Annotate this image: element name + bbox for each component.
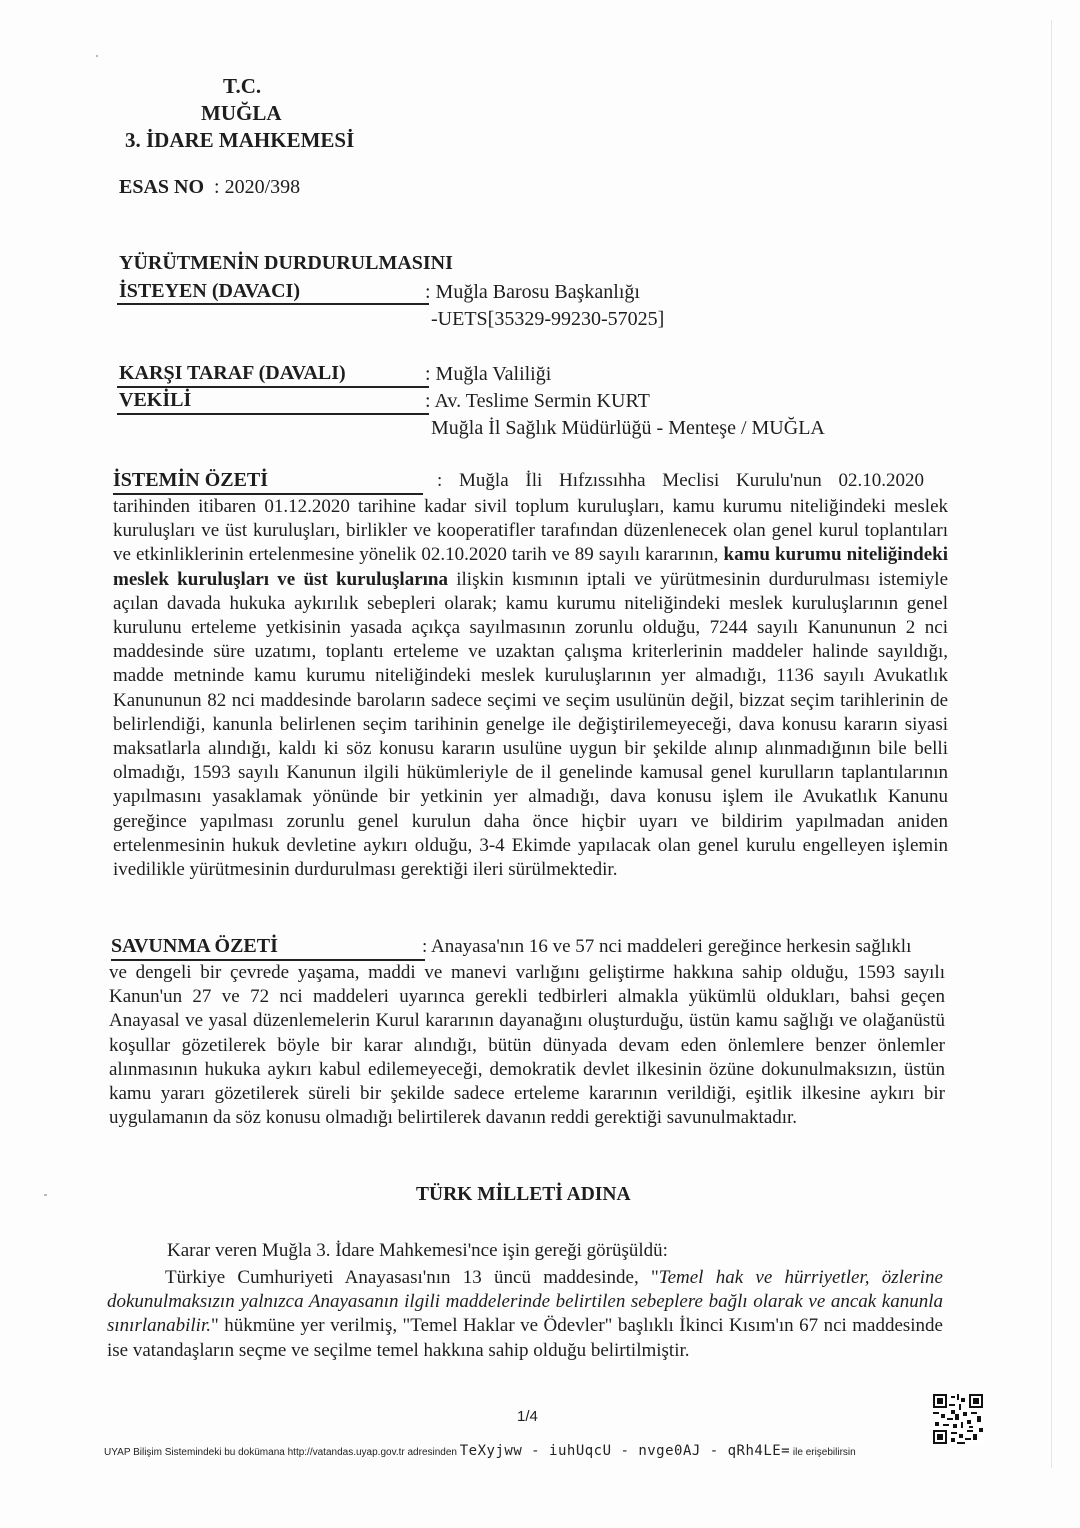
plaintiff-title-line2: İSTEYEN (DAVACI) [119, 280, 300, 302]
defense-summary-label: SAVUNMA ÖZETİ [111, 935, 278, 957]
plaintiff-underline [117, 303, 429, 305]
plaintiff-value: : Muğla Barosu Başkanlığı [425, 281, 640, 303]
agent-value: : Av. Teslime Sermin KURT [425, 390, 650, 412]
defense-summary-text [109, 961, 945, 1130]
scan-speck [44, 1194, 47, 1196]
defense-summary-body: ve dengeli bir çevrede yaşama, maddi ve manevi varlığını geliştirme hakkına sahip olduğu, 1593 sayılı Kanun'un 27 ve 72 nci maddeleri uyarınca gerekli tedbirleri almakla yükümlü oldukları, bahsi geçen Anayasal ve yasal düzenlemelerin Kurul kararının dayanağını oluşturduğu, üstün kamu sağlığı ve olağanüstü koşullar gözetilerek böyle bir karar alındığı, bütün dünyada devam eden önlemlere benzer önlemler alınmasının hukuka aykırı kabul edilemeyeceği, demokratik devlet ilkesinin özüne dokunulmaksızın, üstün kamu yararı gözetilerek süreli bir şekilde sadece erteleme kararının verildiği, eşitlik ilkesine aykırı bir uygulamanın da söz konusu olmadığı belirtilerek davanın reddi gerektiği savunulmaktadır. [109, 962, 945, 1129]
qr-code-icon [933, 1394, 983, 1444]
plaintiff-title-line1: YÜRÜTMENİN DURDURULMASINI [119, 252, 453, 274]
page-edge-line [1051, 20, 1052, 1468]
esas-value: : 2020/398 [214, 176, 301, 198]
decision-heading: TÜRK MİLLETİ ADINA [416, 1184, 631, 1205]
esas-row [119, 176, 300, 199]
plaintiff-uets: -UETS[35329-99230-57025] [431, 308, 665, 330]
defense-summary-first-line: : Anayasa'nın 16 ve 57 nci maddeleri gereğince herkesin sağlıklı [422, 936, 912, 957]
scan-speck [96, 55, 98, 57]
request-summary-text [113, 495, 948, 882]
decision-text-italic: Temel hak ve hürriyetler, özlerine dokunulmaksızın yalnızca Anayasanın ilgili maddelerinde belirtilen sebeplere bağlı olarak ve ancak kanunla sınırlanabilir. [107, 1267, 943, 1337]
header-city: MUĞLA [201, 101, 282, 125]
footer-access-code: TeXyjww - iuhUqcU - nvge0AJ - qRh4LE= [459, 1443, 791, 1459]
page-number: 1/4 [517, 1408, 538, 1425]
agent-label: VEKİLİ [119, 389, 192, 411]
decision-text-b: " hükmüne yer verilmiş, "Temel Haklar ve Ödevler" başlıklı İkinci Kısım'ın 67 nci maddesinde ise vatandaşların seçme ve seçilme temel hakkına sahip olduğu belirtilmiştir. [107, 1315, 943, 1361]
request-summary-first-line: : Muğla İli Hıfzıssıhha Meclisi Kurulu'nun 02.10.2020 [437, 470, 925, 491]
defendant-underline [117, 386, 429, 388]
request-summary-label: İSTEMİN ÖZETİ [113, 469, 269, 491]
defendant-value: : Muğla Valiliği [425, 363, 552, 385]
request-summary-text-bold: kamu kurumu niteliğindeki meslek kuruluşları ve üst kuruluşlarına [113, 544, 948, 590]
header-court: 3. İDARE MAHKEMESİ [125, 128, 355, 152]
agent-underline [117, 413, 429, 415]
footer-suffix: ile erişebilirsin [792, 1447, 856, 1458]
request-summary-text-a: tarihinden itibaren 01.12.2020 tarihine kadar sivil toplum kuruluşları, kamu kurumu niteliğindeki meslek kuruluşları ve üst kuruluşları, birlikler ve kooperatifler tarafından düzenlenecek olan genel kurul toplantıları ve etkinliklerinin ertelenmesine yönelik 02.10.2020 tarih ve 89 sayılı kararının, [113, 496, 948, 566]
esas-label: ESAS NO [119, 176, 205, 198]
footer-prefix: UYAP Bilişim Sistemindeki bu dokümana http://vatandas.uyap.gov.tr adresinden [104, 1447, 457, 1458]
decision-intro: Karar veren Muğla 3. İdare Mahkemesi'nce işin gereği görüşüldü: [167, 1240, 668, 1261]
decision-text-a: Türkiye Cumhuriyeti Anayasası'nın 13 üncü maddesinde, " [165, 1267, 659, 1288]
defendant-label: KARŞI TARAF (DAVALI) [119, 362, 346, 384]
footer-access-note [104, 1443, 856, 1459]
agent-address: Muğla İl Sağlık Müdürlüğü - Menteşe / MUĞLA [431, 417, 825, 439]
decision-text [107, 1266, 943, 1363]
header-tc: T.C. [223, 74, 262, 98]
request-summary-text-b: ilişkin kısmının iptali ve yürütmesinin durdurulması istemiyle açılan davada hukuka aykırılık sebepleri olarak; kamu kurumu niteliğindeki meslek kuruluşlarının genel kurulunu erteleme yetkisinin yasada açıkça sayılmasının zorunlu olduğu, 7244 sayılı Kanununun 2 nci maddesinde süre uzatımı, toplantı erteleme ve uzaktan çalışma kriterlerinin maddeler halinde sayıldığı, madde metninde kamu kurumu niteliğindeki meslek kuruluşlarının yer almadığı, 1136 sayılı Avukatlık Kanununun 82 nci maddesinde baroların sadece seçimi ve seçim usulünün değil, bizzat seçim tarihlerinin de belirlendiği, kanunla belirlenen seçim tarihinin genelge ile değiştirilemeyeceği, dava konusu kararın siyasi maksatlarla alındığı, kaldı ki söz konusu kararın usulüne uygun bir şekilde alınıp alınmadığının bile belli olmadığı, 1593 sayılı Kanunun ilgili hükümleriyle de il genelinde kamusal genel kurulların taplantılarının yapılmasını yasaklamak yönünde bir yetkinin yer almadığı, dava konusu işlem ile Avukatlık Kanunu gereğince yapılması zorunlu genel kurulun daha önce hiçbir uyarı ve bildirim yapılmadan aniden ertelenmesinin hukuk devletine aykırı olduğu, 3-4 Ekimde yapılacak olan genel kurulu engelleyen işlemin ivedilikle yürütmesinin durdurulması gerektiği ileri sürülmektedir. [113, 568, 949, 881]
